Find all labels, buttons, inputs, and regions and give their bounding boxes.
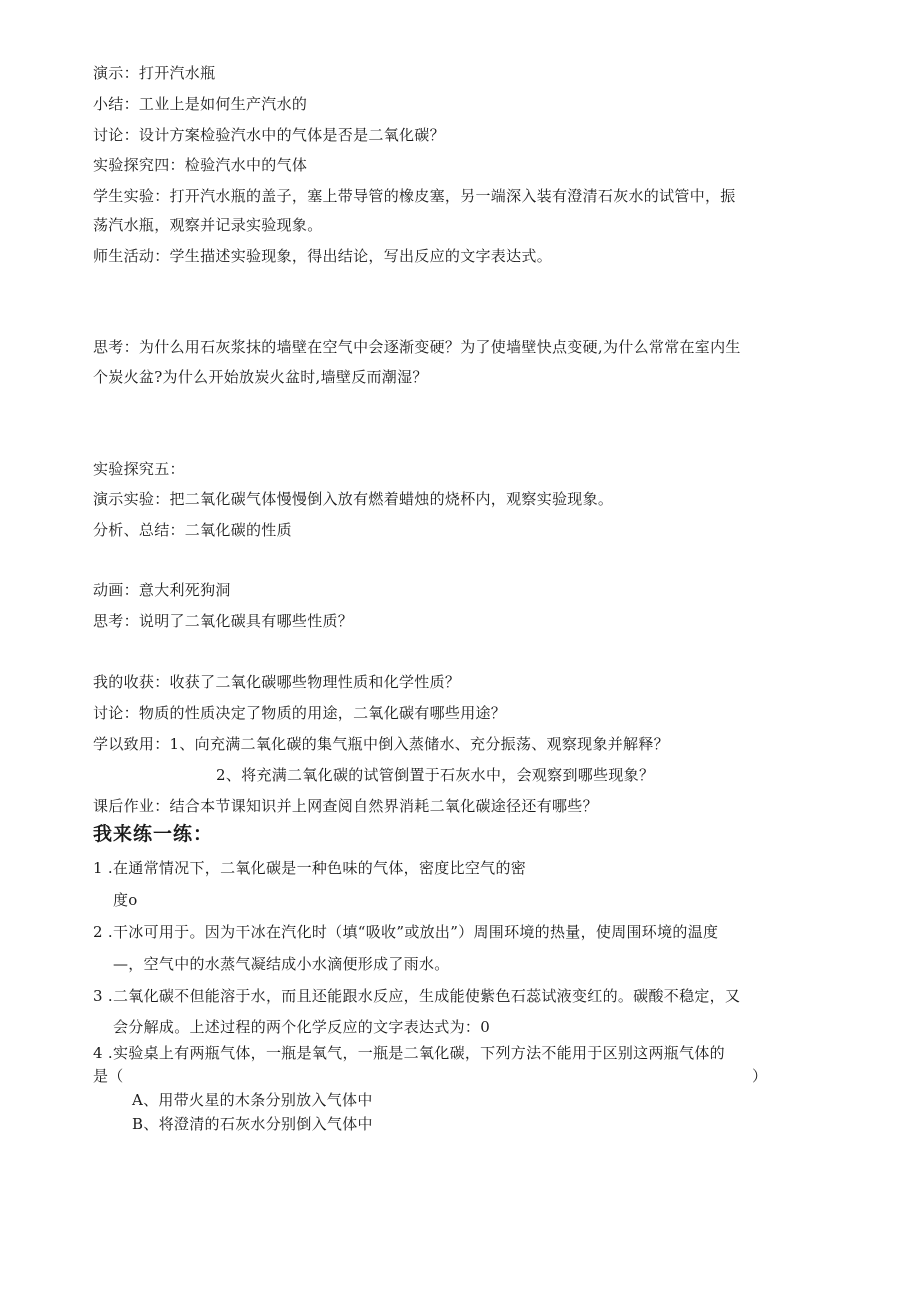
student-experiment-line-1: 学生实验：打开汽水瓶的盖子，塞上带导管的橡皮塞，另一端深入装有澄清石灰水的试管中，振: [93, 187, 736, 205]
uses-discussion-line: 讨论：物质的性质决定了物质的用途，二氧化碳有哪些用途？: [93, 704, 507, 722]
question-1-line-2: 度o: [113, 891, 138, 909]
question-1-line-1: 1 .在通常情况下，二氧化碳是一种色味的气体，密度比空气的密: [93, 859, 527, 877]
answer-paren-close: ）: [752, 1067, 768, 1085]
demo-line: 演示：打开汽水瓶: [93, 64, 216, 82]
homework-line: 课后作业：结合本节课知识并上网查阅自然界消耗二氧化碳途径还有哪些？: [93, 797, 598, 815]
teacher-student-activity: 师生活动：学生描述实验现象，得出结论，写出反应的文字表达式。: [93, 247, 553, 265]
option-a: A、用带火星的木条分别放入气体中: [132, 1091, 373, 1109]
animation-line: 动画：意大利死狗洞: [93, 581, 231, 599]
option-b: B、将澄清的石灰水分别倒入气体中: [132, 1115, 373, 1133]
analysis-summary-line: 分析、总结：二氧化碳的性质: [93, 521, 292, 539]
practice-heading: 我来练一练：: [93, 823, 214, 845]
thinking-properties-line: 思考：说明了二氧化碳具有哪些性质？: [93, 612, 354, 630]
application-item-2: 2、将充满二氧化碳的试管倒置于石灰水中，会观察到哪些现象？: [216, 766, 655, 784]
experiment-four-title: 实验探究四：检验汽水中的气体: [93, 156, 308, 174]
experiment-five-title: 实验探究五：: [93, 460, 185, 478]
question-4-line-1: 4 .实验桌上有两瓶气体，一瓶是氧气，一瓶是二氧化碳，下列方法不能用于区别这两瓶气体的: [93, 1044, 725, 1062]
thinking-line-2: 个炭火盆?为什么开始放炭火盆时,墙壁反而潮湿？: [93, 368, 428, 386]
demo-experiment-line: 演示实验：把二氧化碳气体慢慢倒入放有燃着蜡烛的烧杯内，观察实验现象。: [93, 490, 614, 508]
question-2-line-1: 2 .干冰可用于。因为干冰在汽化时（填“吸收”或放出”）周围环境的热量，使周围环境的温度: [93, 923, 719, 941]
question-3-line-2: 会分解成。上述过程的两个化学反应的文字表达式为：0: [113, 1018, 491, 1036]
discussion-line: 讨论：设计方案检验汽水中的气体是否是二氧化碳？: [93, 126, 445, 144]
thinking-line-1: 思考：为什么用石灰浆抹的墙壁在空气中会逐渐变硬？为了使墙壁快点变硬,为什么常常在室内生: [93, 338, 741, 356]
summary-line: 小结：工业上是如何生产汽水的: [93, 95, 308, 113]
application-item-1: 学以致用：1、向充满二氧化碳的集气瓶中倒入蒸储水、充分振荡、观察现象并解释？: [93, 735, 669, 753]
harvest-line: 我的收获：收获了二氧化碳哪些物理性质和化学性质？: [93, 673, 461, 691]
question-4-line-2: 是（: [93, 1067, 124, 1085]
question-3-line-1: 3 .二氧化碳不但能溶于水，而且还能跟水反应，生成能使紫色石蕊试液变红的。碳酸不稳定，又: [93, 987, 741, 1005]
question-2-line-2: —，空气中的水蒸气凝结成小水滴便形成了雨水。: [113, 955, 450, 973]
student-experiment-line-2: 荡汽水瓶，观察并记录实验现象。: [93, 216, 323, 234]
